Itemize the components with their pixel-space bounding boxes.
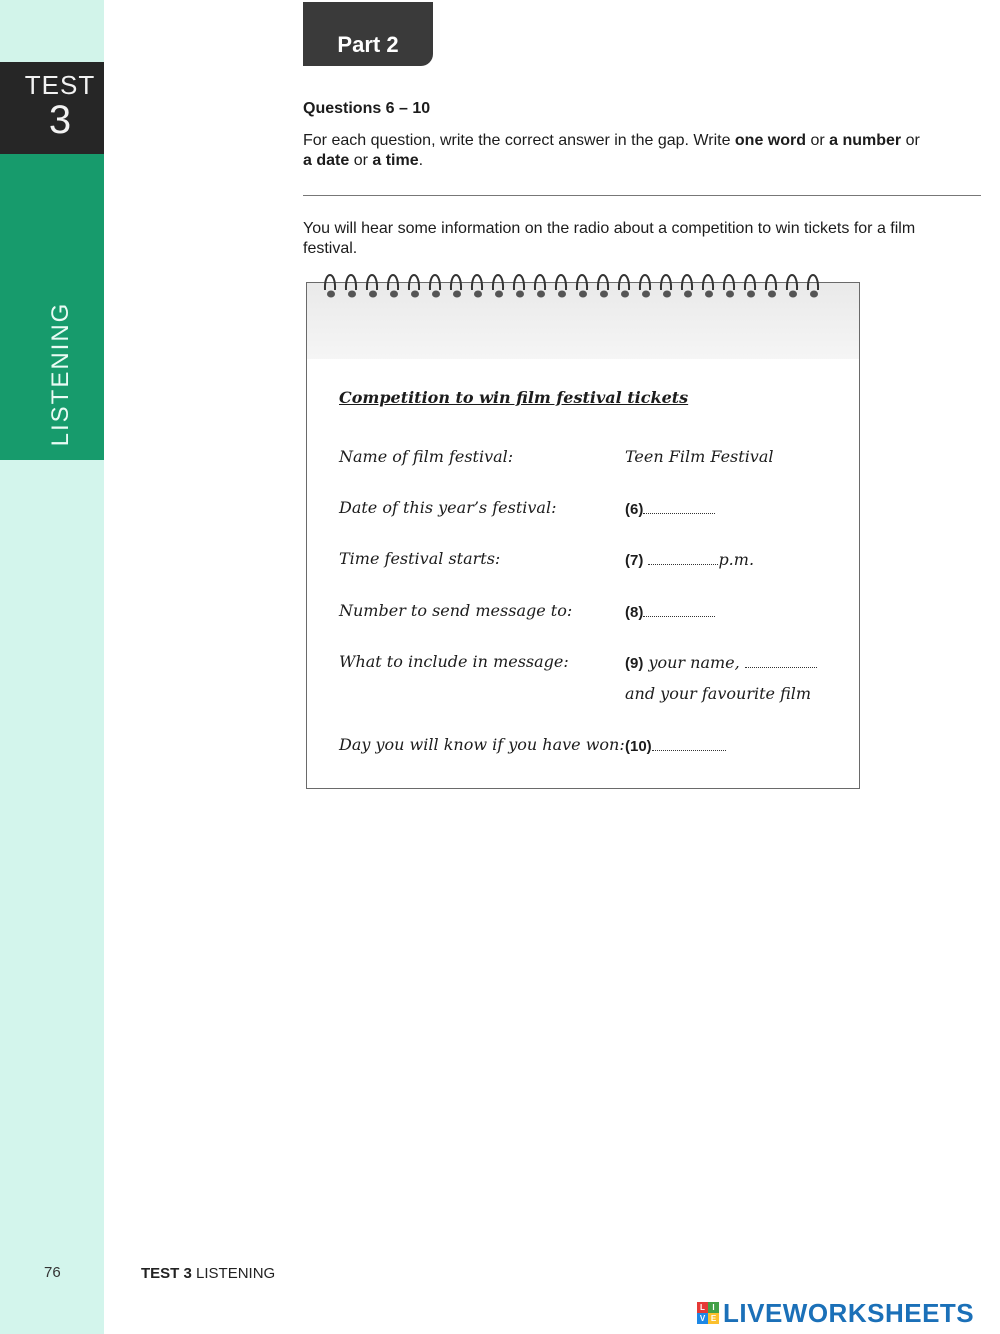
answer-7[interactable] (625, 550, 754, 569)
footer-section: LISTENING (196, 1265, 276, 1282)
spiral-ring (493, 275, 503, 290)
liveworksheets-logo-icon (697, 1302, 719, 1324)
instructions-bold: a date (303, 152, 350, 169)
spiral-hole (579, 291, 587, 298)
spiral-ring (451, 275, 461, 290)
answer-8[interactable] (625, 602, 715, 621)
time-suffix: p.m. (718, 550, 755, 569)
spiral-hole (663, 291, 671, 298)
part-tab (303, 2, 433, 66)
instructions-bold: one word (734, 132, 807, 149)
spiral-hole (705, 291, 713, 298)
spiral-ring (472, 275, 482, 290)
spiral-ring (430, 275, 440, 290)
instructions-text: or (349, 152, 373, 169)
row-label-day: Day you will know if you have won: (339, 735, 625, 754)
spiral-hole (642, 291, 650, 298)
instructions (303, 131, 973, 171)
instructions-bold: a time (372, 152, 419, 169)
test-number: 3 (48, 98, 72, 142)
spiral-hole (621, 291, 629, 298)
spiral-hole (684, 291, 692, 298)
spiral-ring (325, 275, 335, 290)
divider (303, 195, 981, 196)
instructions-text: . (418, 152, 424, 169)
spiral-ring (346, 275, 356, 290)
context-text: You will hear some information on the radio about a competition to win tickets for a film festival. (303, 220, 916, 257)
spiral-ring (388, 275, 398, 290)
question-number: (7) (625, 552, 644, 569)
spiral-hole (600, 291, 608, 298)
answer-gap-8[interactable] (643, 604, 715, 617)
spiral-hole (474, 291, 482, 298)
spiral-ring (619, 275, 629, 290)
answer-gap-6[interactable] (643, 501, 715, 514)
row-value-festival-name: Teen Film Festival (625, 447, 774, 466)
spiral-ring (766, 275, 776, 290)
test-label: TEST (24, 70, 96, 100)
spiral-hole (516, 291, 524, 298)
spiral-hole (537, 291, 545, 298)
footer-label (141, 1265, 275, 1282)
logo-letter: I (708, 1302, 719, 1313)
row-label-date: Date of this year’s festival: (339, 498, 557, 517)
question-number: (6) (625, 501, 644, 518)
page-number: 76 (44, 1264, 61, 1281)
spiral-hole (810, 291, 818, 298)
spiral-ring (535, 275, 545, 290)
spiral-ring (556, 275, 566, 290)
row-label-festival-name: Name of film festival: (339, 447, 514, 466)
spiral-hole (432, 291, 440, 298)
spiral-ring (514, 275, 524, 290)
answer-10[interactable] (625, 736, 726, 755)
spiral-ring (682, 275, 692, 290)
logo-letter: L (697, 1302, 708, 1313)
spiral-ring (640, 275, 650, 290)
instructions-text: or (806, 132, 830, 149)
answer-prefix: your name, (648, 653, 740, 672)
spiral-binding-icon (320, 266, 840, 306)
spiral-ring (703, 275, 713, 290)
part-label: Part 2 (337, 32, 399, 57)
spiral-hole (327, 291, 335, 298)
spiral-hole (747, 291, 755, 298)
answer-gap-10[interactable] (652, 738, 726, 751)
footer-test: TEST 3 (141, 1265, 192, 1282)
spiral-ring (577, 275, 587, 290)
answer-9-line2: and your favourite film (625, 684, 812, 703)
instructions-text: For each question, write the correct answer in the gap. Write (303, 132, 735, 149)
spiral-ring (661, 275, 671, 290)
side-strip-lower (0, 460, 104, 1334)
notebook-rings (320, 266, 840, 306)
spiral-hole (558, 291, 566, 298)
questions-heading: Questions 6 – 10 (303, 100, 431, 117)
question-number: (8) (625, 604, 644, 621)
spiral-hole (369, 291, 377, 298)
answer-gap-9[interactable] (745, 655, 817, 668)
spiral-ring (367, 275, 377, 290)
logo-letter: E (708, 1313, 719, 1324)
answer-gap-7[interactable] (648, 552, 718, 565)
spiral-hole (789, 291, 797, 298)
spiral-hole (726, 291, 734, 298)
spiral-hole (390, 291, 398, 298)
logo-letter: V (697, 1313, 708, 1324)
section-label: LISTENING (47, 301, 74, 447)
question-number: (9) (625, 655, 644, 672)
question-number: (10) (625, 738, 652, 755)
answer-9[interactable] (625, 653, 817, 672)
spiral-ring (724, 275, 734, 290)
spiral-hole (348, 291, 356, 298)
spiral-hole (411, 291, 419, 298)
spiral-hole (453, 291, 461, 298)
spiral-ring (598, 275, 608, 290)
spiral-hole (768, 291, 776, 298)
row-label-number: Number to send message to: (339, 601, 573, 620)
instructions-text: or (901, 132, 920, 149)
spiral-hole (495, 291, 503, 298)
spiral-ring (409, 275, 419, 290)
liveworksheets-brand[interactable] (697, 1298, 974, 1328)
spiral-ring (808, 275, 818, 290)
brand-name: LIVEWORKSHEETS (723, 1297, 975, 1328)
notebook (306, 282, 860, 789)
spiral-ring (745, 275, 755, 290)
row-label-time: Time festival starts: (339, 549, 501, 568)
instructions-bold: a number (829, 132, 902, 149)
answer-6[interactable] (625, 499, 715, 518)
notebook-title: Competition to win film festival tickets (339, 388, 689, 407)
spiral-ring (787, 275, 797, 290)
row-label-message: What to include in message: (339, 652, 569, 671)
